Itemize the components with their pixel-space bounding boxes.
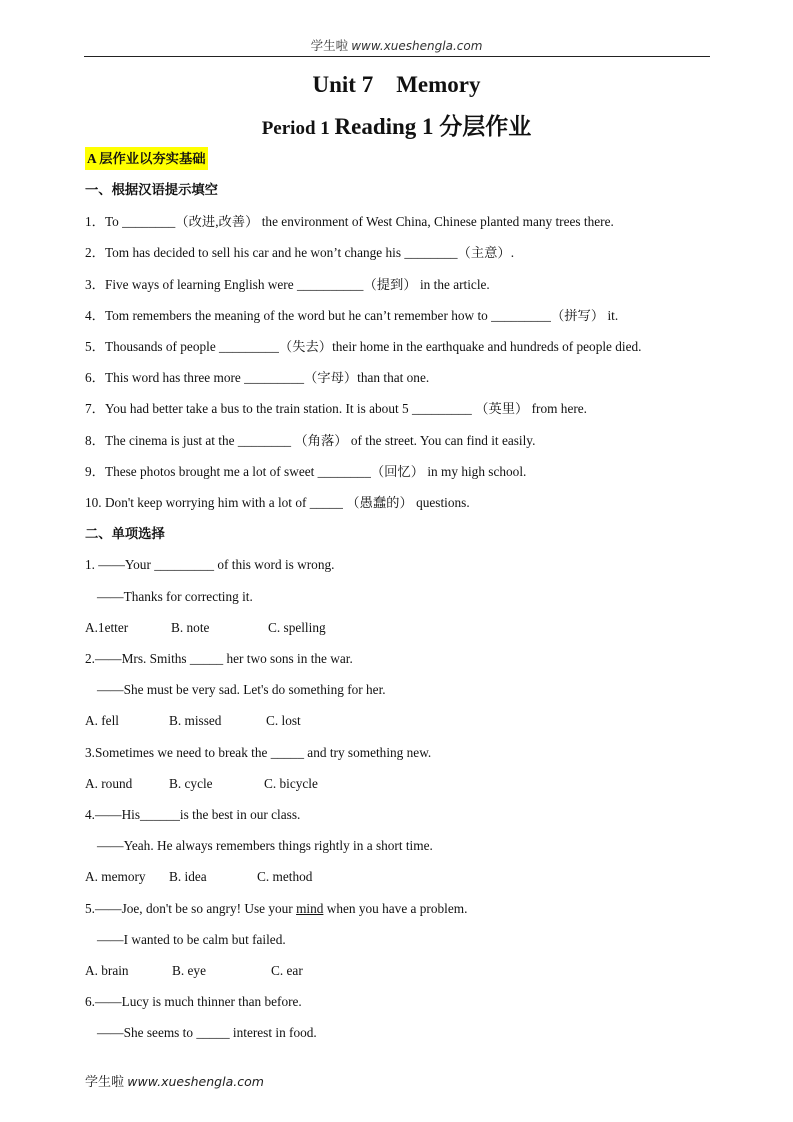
- q1-options: [85, 619, 326, 637]
- q5-option-b: B. eye: [172, 963, 206, 978]
- fill-item-6: 6．This word has three more _________（字母）than that one.: [85, 370, 430, 385]
- footer-site: 学生啦: [85, 1074, 125, 1089]
- q2-option-c: C. lost: [266, 713, 301, 728]
- q5-text-post: when you have a problem.: [323, 901, 468, 916]
- q3-option-c: C. bicycle: [264, 776, 318, 791]
- q6-line1: 6.——Lucy is much thinner than before.: [85, 994, 302, 1009]
- fill-item-10: 10. Don't keep worrying him with a lot of _____ （愚蠢的） questions.: [85, 495, 470, 510]
- q6-line2: ——She seems to _____ interest in food.: [97, 1025, 317, 1040]
- header-site: 学生啦: [310, 39, 349, 53]
- q1-line1: 1. ——Your _________ of this word is wrong.: [85, 557, 335, 572]
- q5-text-pre: 5.——Joe, don't be so angry! Use your: [85, 901, 297, 916]
- q1-option-c: C. spelling: [268, 620, 326, 635]
- header-url[interactable]: www.xueshengla.com: [351, 39, 483, 53]
- fill-item-4: 4．Tom remembers the meaning of the word but he can’t remember how to _________（拼写） it.: [85, 308, 619, 323]
- q2-option-a: A. fell: [85, 713, 119, 728]
- q5-options: [85, 962, 303, 980]
- q4-line1: 4.——His______is the best in our class.: [85, 807, 301, 822]
- q5-line2: ——I wanted to be calm but failed.: [97, 932, 286, 947]
- q4-option-a: A. memory: [85, 869, 146, 884]
- q4-option-b: B. idea: [169, 869, 207, 884]
- q2-line1: 2.——Mrs. Smiths _____ her two sons in the war.: [85, 651, 353, 666]
- subtitle-reading: Reading 1 分层作业: [334, 114, 532, 139]
- subtitle-period: Period 1: [261, 118, 335, 139]
- section1-heading: 一、根据汉语提示填空: [85, 182, 218, 197]
- q3-options: [85, 775, 318, 793]
- q3-option-a: A. round: [85, 776, 133, 791]
- q4-option-c: C. method: [257, 869, 313, 884]
- q5-underlined-word: mind: [296, 901, 324, 916]
- q5-option-c: C. ear: [271, 963, 303, 978]
- page-subtitle: [0, 108, 793, 141]
- q2-line2: ——She must be very sad. Let's do something for her.: [97, 682, 386, 697]
- q1-option-b: B. note: [171, 620, 210, 635]
- fill-item-8: 8．The cinema is just at the ________ （角落） of the street. You can find it easily.: [85, 433, 536, 448]
- section2-heading: 二、单项选择: [85, 526, 165, 541]
- fill-item-5: 5．Thousands of people _________（失去）their home in the earthquake and hundreds of people died.: [85, 339, 642, 354]
- fill-item-9: 9．These photos brought me a lot of sweet ________（回忆） in my high school.: [85, 464, 527, 479]
- q3-line1: 3.Sometimes we need to break the _____ and try something new.: [85, 745, 432, 760]
- q2-options: [85, 712, 301, 730]
- page-title: Unit 7 Memory: [312, 72, 481, 97]
- q4-options: [85, 868, 312, 886]
- fill-item-7: 7．You had better take a bus to the train station. It is about 5 _________ （英里） from here.: [85, 401, 588, 416]
- q5-line1: [85, 900, 467, 918]
- fill-item-2: 2．Tom has decided to sell his car and he won’t change his ________（主意）.: [85, 245, 515, 260]
- q3-option-b: B. cycle: [169, 776, 213, 791]
- fill-item-1: 1．To ________（改进,改善） the environment of West China, Chinese planted many trees there.: [85, 214, 614, 229]
- q1-line2: ——Thanks for correcting it.: [97, 589, 253, 604]
- header-rule: [84, 56, 710, 57]
- q2-option-b: B. missed: [169, 713, 222, 728]
- level-label: A 层作业以夯实基础: [85, 147, 208, 170]
- footer-url[interactable]: www.xueshengla.com: [127, 1074, 264, 1089]
- page-header: [0, 36, 793, 54]
- q4-line2: ——Yeah. He always remembers things rightly in a short time.: [97, 838, 433, 853]
- level-label-row: [85, 150, 208, 168]
- fill-item-3: 3．Five ways of learning English were __________（提到） in the article.: [85, 277, 490, 292]
- q1-option-a: A.1etter: [85, 620, 129, 635]
- page-footer: [85, 1071, 264, 1090]
- q5-option-a: A. brain: [85, 963, 129, 978]
